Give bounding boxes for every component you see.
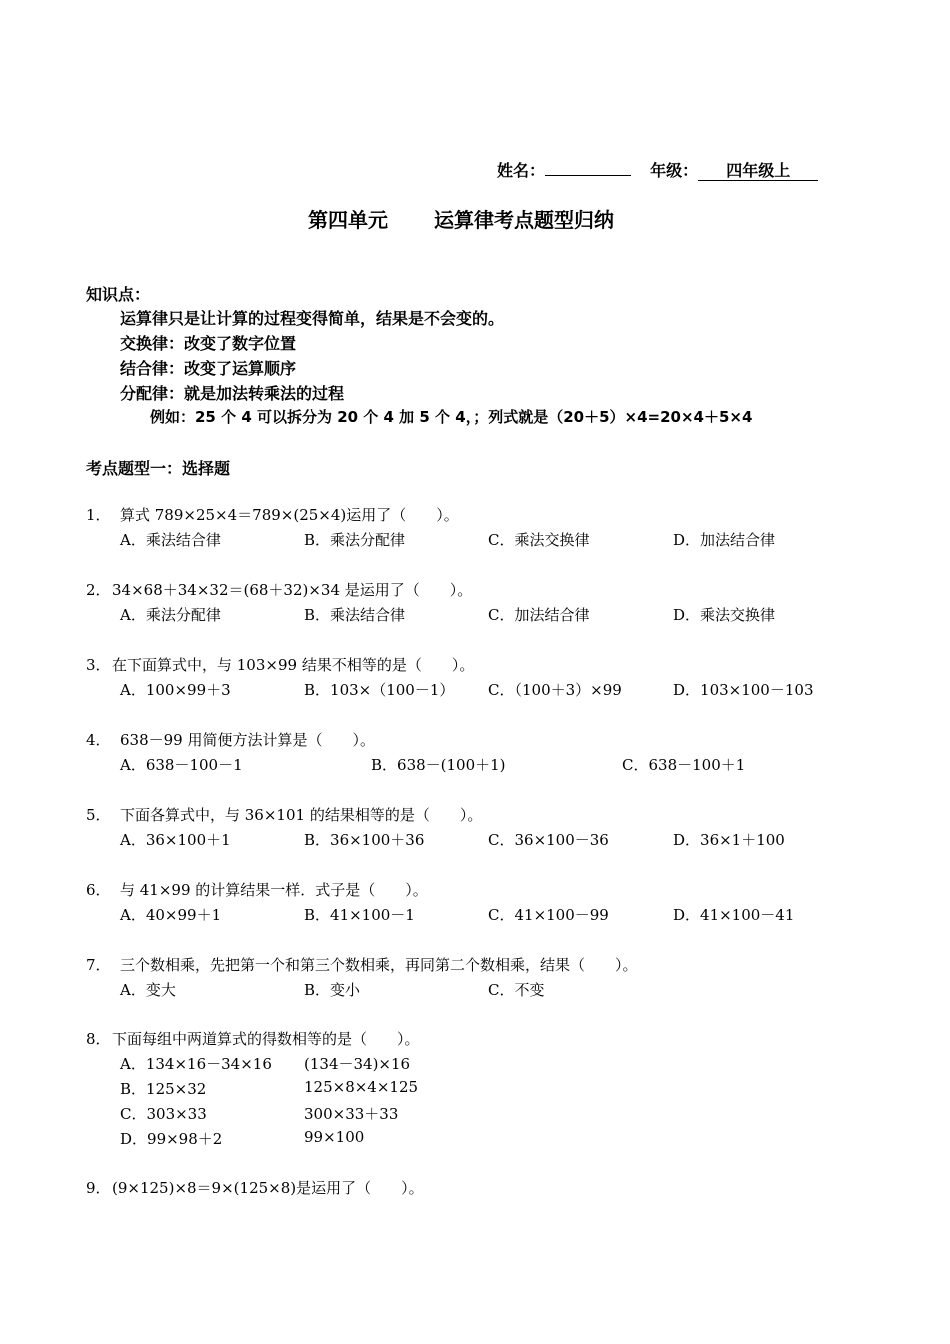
option[interactable]: D．乘法交换律 xyxy=(673,606,776,624)
option[interactable]: C．41×100－99 xyxy=(488,906,609,924)
option[interactable]: C．乘法交换律 xyxy=(488,531,590,549)
option[interactable]: A．变大 xyxy=(120,981,176,999)
name-blank[interactable] xyxy=(545,175,631,176)
question-stem: 下面每组中两道算式的得数相等的是（ ）。 xyxy=(112,1030,420,1048)
option[interactable]: B．41×100－1 xyxy=(304,906,415,924)
knowledge-heading: 知识点： xyxy=(86,285,151,304)
option[interactable]: A．36×100＋1 xyxy=(120,831,231,849)
question-number: 7． xyxy=(86,956,111,974)
option[interactable]: B．638－(100＋1) xyxy=(371,756,506,774)
section-heading: 考点题型一：选择题 xyxy=(86,459,231,478)
topic-title: 运算律考点题型归纳 xyxy=(434,208,614,232)
knowledge-line: 交换律：改变了数字位置 xyxy=(120,334,297,353)
question-stem: 与 41×99 的计算结果一样．式子是（ ）。 xyxy=(120,881,428,899)
question-number: 5． xyxy=(86,806,111,824)
student-info xyxy=(497,158,818,181)
question-stem: 下面各算式中，与 36×101 的结果相等的是（ ）。 xyxy=(120,806,483,824)
option[interactable]: C．638－100＋1 xyxy=(622,756,746,774)
question-stem: 三个数相乘，先把第一个和第三个数相乘，再同第二个数相乘，结果（ ）。 xyxy=(120,956,638,974)
option[interactable]: A．乘法分配律 xyxy=(120,606,221,624)
option-expression: 125×8×4×125 xyxy=(304,1078,419,1096)
question-number: 1． xyxy=(86,506,111,524)
option[interactable]: C．加法结合律 xyxy=(488,606,590,624)
option[interactable]: A．134×16－34×16 xyxy=(120,1055,272,1073)
question-number: 3． xyxy=(86,656,111,674)
question-number: 2． xyxy=(86,581,111,599)
question-number: 4． xyxy=(86,731,111,749)
option[interactable]: C．不变 xyxy=(488,981,545,999)
option[interactable]: D．103×100－103 xyxy=(673,681,814,699)
grade-value: 四年级上 xyxy=(698,162,818,181)
unit-title: 第四单元 xyxy=(308,208,388,232)
option[interactable]: B．变小 xyxy=(304,981,361,999)
question-stem: 在下面算式中，与 103×99 结果不相等的是（ ）。 xyxy=(112,656,475,674)
option[interactable]: B．103×（100－1） xyxy=(304,681,455,699)
question-stem: 算式 789×25×4＝789×(25×4)运用了（ ）。 xyxy=(120,506,459,524)
option[interactable]: D．加法结合律 xyxy=(673,531,776,549)
knowledge-line: 运算律只是让计算的过程变得简单，结果是不会变的。 xyxy=(120,309,505,328)
question-number: 9． xyxy=(86,1179,111,1197)
question-number: 8． xyxy=(86,1030,111,1048)
question-number: 6． xyxy=(86,881,111,899)
option[interactable]: C．36×100－36 xyxy=(488,831,609,849)
option[interactable]: D．36×1＋100 xyxy=(673,831,785,849)
option-expression: 99×100 xyxy=(304,1128,365,1146)
option[interactable]: B．125×32 xyxy=(120,1080,207,1098)
option[interactable]: A．40×99＋1 xyxy=(120,906,222,924)
knowledge-line: 结合律：改变了运算顺序 xyxy=(120,359,297,378)
name-label: 姓名： xyxy=(497,161,546,180)
option[interactable]: D．41×100－41 xyxy=(673,906,795,924)
knowledge-example: 例如：25 个 4 可以拆分为 20 个 4 加 5 个 4，；列式就是（20＋5）×4=20×4＋5×4 xyxy=(150,408,753,426)
question-stem: (9×125)×8＝9×(125×8)是运用了（ ）。 xyxy=(112,1179,424,1197)
option[interactable]: A．638－100－1 xyxy=(120,756,243,774)
option-expression: (134－34)×16 xyxy=(304,1055,411,1073)
option[interactable]: C．303×33 xyxy=(120,1105,207,1123)
question-stem: 34×68＋34×32＝(68＋32)×34 是运用了（ ）。 xyxy=(112,581,473,599)
option[interactable]: A．乘法结合律 xyxy=(120,531,221,549)
option[interactable]: C．（100＋3）×99 xyxy=(488,681,622,699)
option[interactable]: B．乘法分配律 xyxy=(304,531,406,549)
knowledge-line: 分配律：就是加法转乘法的过程 xyxy=(120,384,345,403)
option[interactable]: B．乘法结合律 xyxy=(304,606,406,624)
page-title xyxy=(308,204,614,233)
question-stem: 638－99 用简便方法计算是（ ）。 xyxy=(120,731,375,749)
option[interactable]: A．100×99＋3 xyxy=(120,681,231,699)
option-expression: 300×33＋33 xyxy=(304,1105,399,1123)
grade-label: 年级： xyxy=(650,161,699,180)
option[interactable]: D．99×98＋2 xyxy=(120,1130,223,1148)
option[interactable]: B．36×100＋36 xyxy=(304,831,425,849)
